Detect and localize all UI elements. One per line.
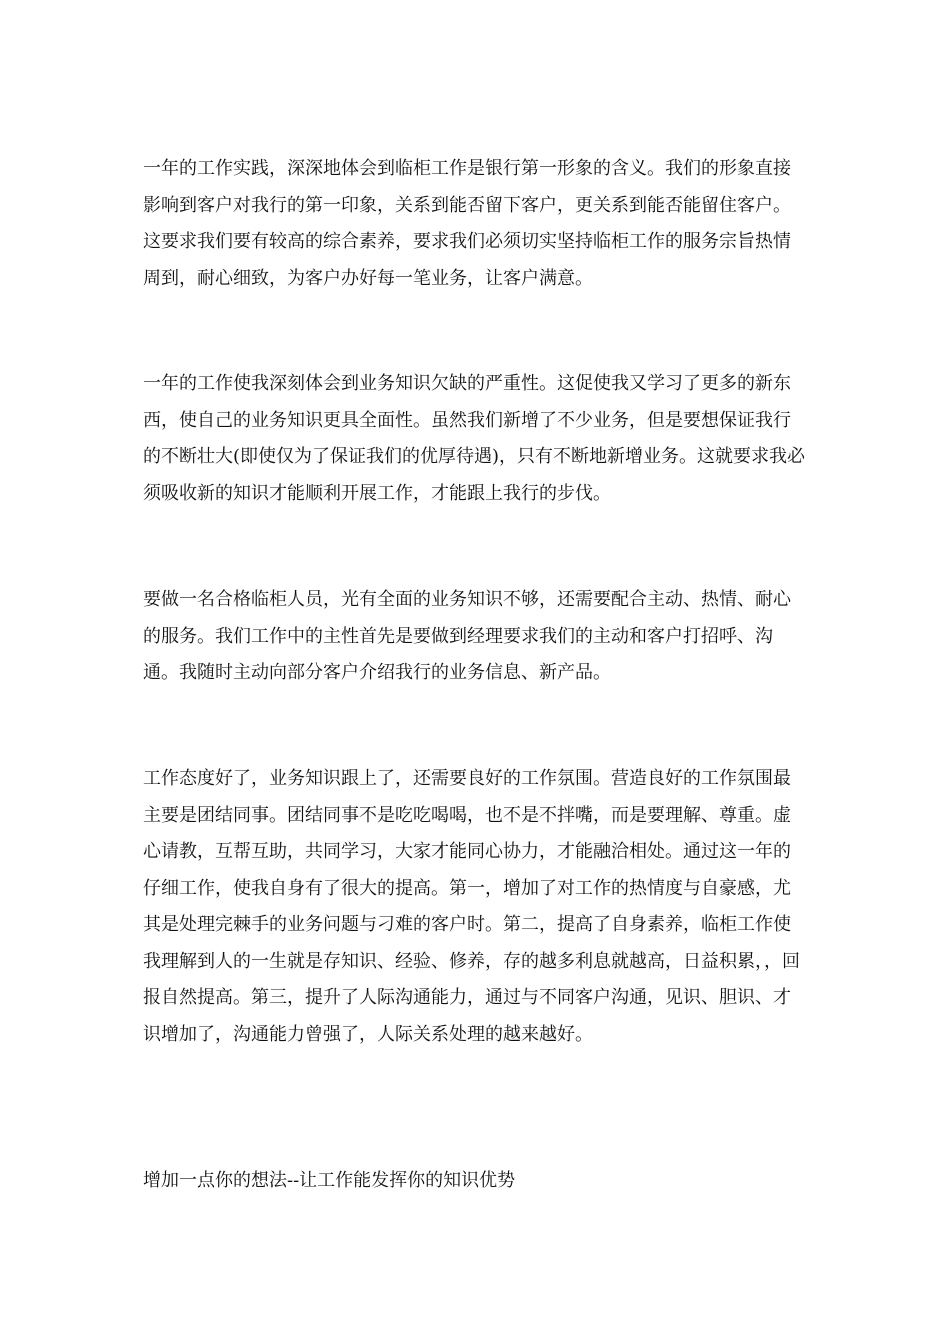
paragraph-counter-work-image: 一年的工作实践，深深地体会到临柜工作是银行第一形象的含义。我们的形象直接影响到客户对我行的第一印象，关系到能否留下客户，更关系到能否能留住客户。这要求我们要有较高的综合素养，要求我们必须切实坚持临柜工作的服务宗旨热情周到，耐心细致，为客户办好每一笔业务，让客户满意。 (143, 158, 791, 289)
paragraph-business-knowledge: 一年的工作使我深刻体会到业务知识欠缺的严重性。这促使我又学习了更多的新东西，使自己的业务知识更具全面性。虽然我们新增了不少业务，但是要想保证我行的不断壮大(即使仅为了保证我们的优厚待遇)，只有不断地新增业务。这就要求我必须吸收新的知识才能顺利开展工作，才能跟上我行的步伐。 (143, 373, 806, 504)
paragraph-work-atmosphere: 工作态度好了，业务知识跟上了，还需要良好的工作氛围。营造良好的工作氛围最主要是团结同事。团结同事不是吃吃喝喝，也不是不拌嘴，而是要理解、尊重。虚心请教，互帮互助，共同学习，大家才能同心协力，才能融洽相处。通过这一年的仔细工作，使我自身有了很大的提高。第一，增加了对工作的热情度与自豪感，尤其是处理完棘手的业务问题与刁难的客户时。第二，提高了自身素养，临柜工作使我理解到人的一生就是存知识、经验、修养，存的越多利息就越高，日益积累，，回报自然提高。第三，提升了人际沟通能力，通过与不同客户沟通，见识、胆识、才识增加了，沟通能力曾强了，人际关系处理的越来越好。 (143, 768, 800, 1045)
paragraph-qualified-staff: 要做一名合格临柜人员，光有全面的业务知识不够，还需要配合主动、热情、耐心的服务。我们工作中的主性首先是要做到经理要求我们的主动和客户打招呼、沟通。我随时主动向部分客户介绍我行的业务信息、新产品。 (143, 589, 791, 683)
paragraph-closing-thought: 增加一点你的想法--让工作能发挥你的知识优势 (143, 1170, 516, 1191)
